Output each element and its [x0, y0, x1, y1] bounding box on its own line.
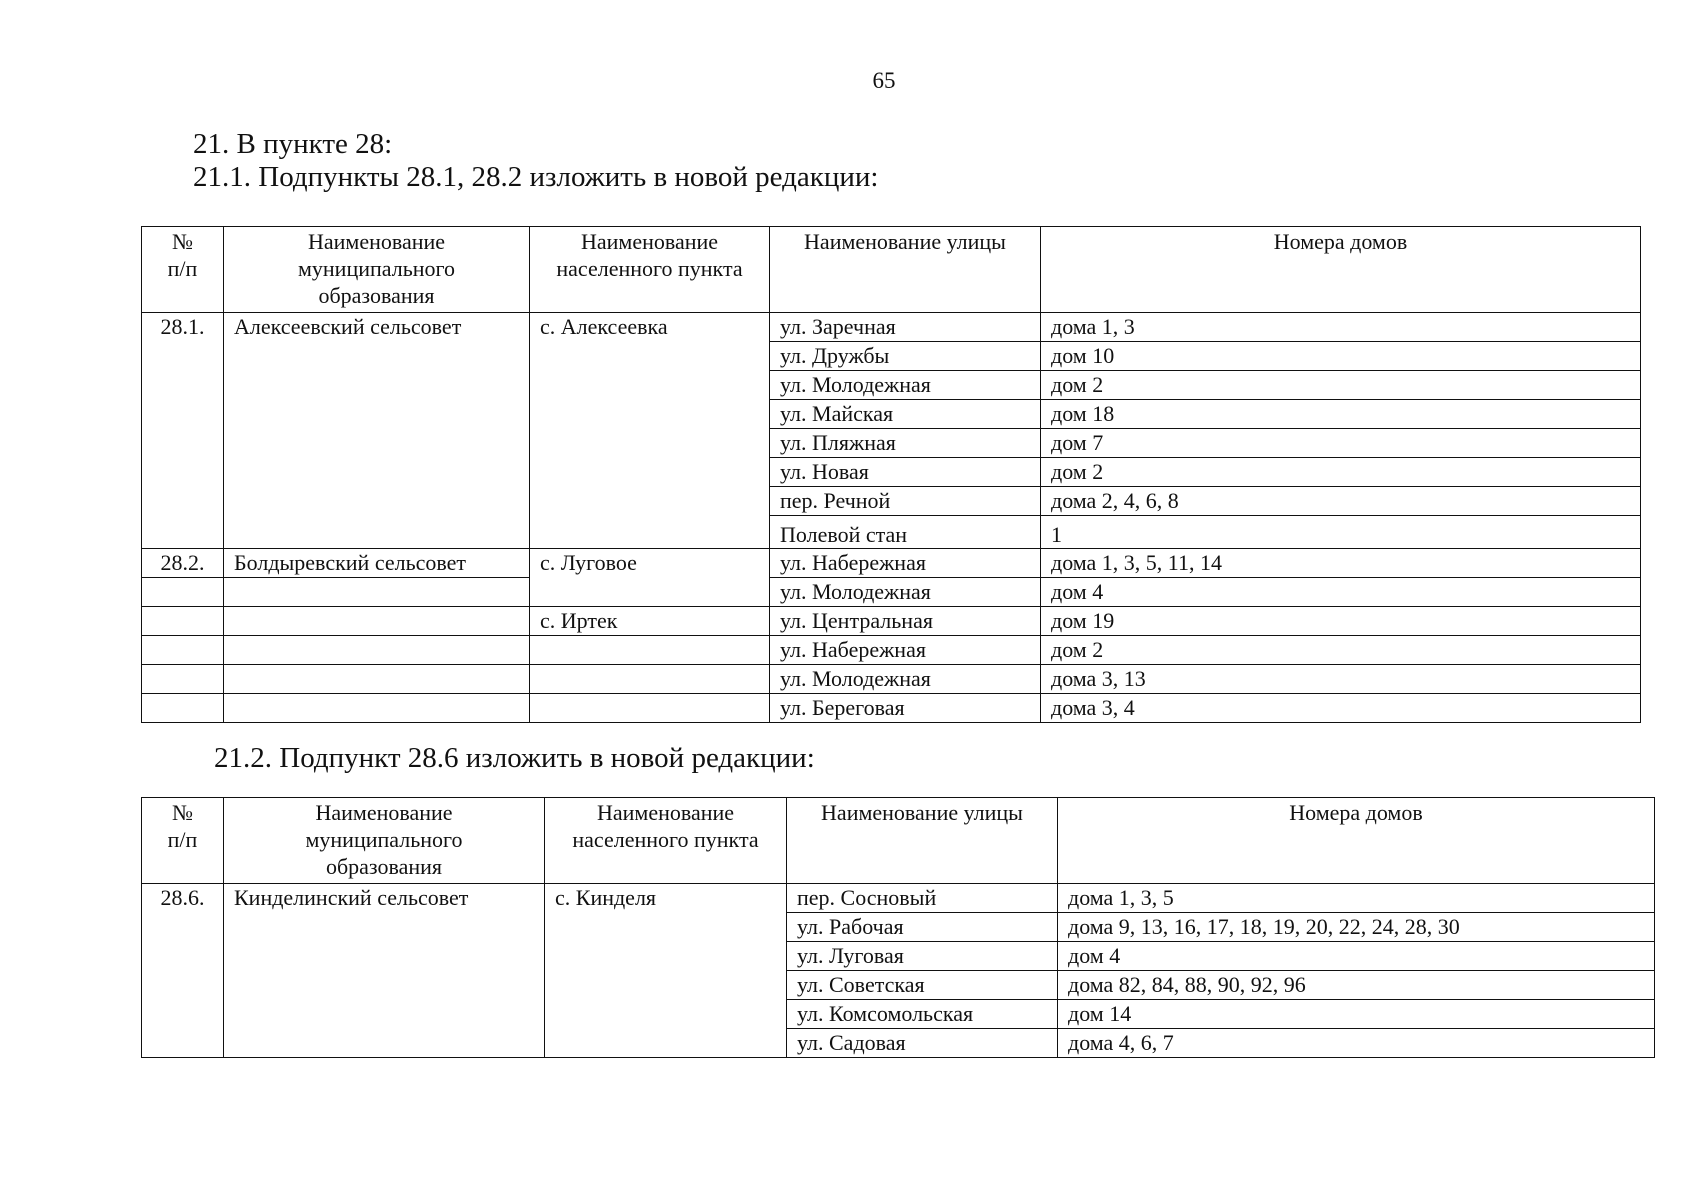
- houses-cell: дома 3, 13: [1041, 665, 1641, 694]
- table-row: [142, 549, 1641, 578]
- street-cell: ул. Дружбы: [770, 342, 1041, 371]
- settlement-cell-empty: [530, 636, 770, 665]
- table-row: [142, 665, 1641, 694]
- street-cell: ул. Пляжная: [770, 429, 1041, 458]
- paragraph-subitem-21-2: 21.2. Подпункт 28.6 изложить в новой редакции:: [214, 742, 815, 774]
- street-cell: ул. Комсомольская: [787, 1000, 1058, 1029]
- houses-cell: дом 2: [1041, 371, 1641, 400]
- settlement-cell-empty: [530, 694, 770, 723]
- municipality-cell-empty: [224, 636, 530, 665]
- houses-cell: дома 4, 6, 7: [1058, 1029, 1655, 1058]
- table-row: [142, 884, 1655, 913]
- header-settlement: Наименование населенного пункта: [545, 798, 787, 884]
- header-street: Наименование улицы: [770, 227, 1041, 313]
- settlement-cell-empty: [530, 665, 770, 694]
- header-municipality: Наименование муниципального образования: [224, 798, 545, 884]
- row-number-empty: [142, 636, 224, 665]
- municipality-cell-empty: [224, 694, 530, 723]
- header-houses: Номера домов: [1058, 798, 1655, 884]
- row-number: 28.2.: [142, 549, 224, 578]
- municipality-cell-empty: [224, 578, 530, 607]
- table-row: [142, 607, 1641, 636]
- houses-cell: дом 19: [1041, 607, 1641, 636]
- settlement-cell: с. Алексеевка: [530, 313, 770, 549]
- address-table-2: [141, 797, 1655, 1058]
- street-cell: ул. Заречная: [770, 313, 1041, 342]
- street-cell: ул. Садовая: [787, 1029, 1058, 1058]
- houses-cell: дома 2, 4, 6, 8: [1041, 487, 1641, 516]
- table-row: [142, 578, 1641, 607]
- houses-cell: дом 4: [1041, 578, 1641, 607]
- header-municipality: Наименование муниципального образования: [224, 227, 530, 313]
- header-number: № п/п: [142, 227, 224, 313]
- street-cell: ул. Советская: [787, 971, 1058, 1000]
- settlement-cell: с. Луговое: [530, 549, 770, 607]
- address-table-1: [141, 226, 1641, 723]
- houses-cell: дом 4: [1058, 942, 1655, 971]
- table-row: [142, 313, 1641, 342]
- municipality-cell: Кинделинский сельсовет: [224, 884, 545, 1058]
- houses-cell: дом 18: [1041, 400, 1641, 429]
- row-number: 28.6.: [142, 884, 224, 1058]
- houses-cell: дом 2: [1041, 636, 1641, 665]
- street-cell: ул. Молодежная: [770, 578, 1041, 607]
- street-cell: ул. Молодежная: [770, 371, 1041, 400]
- houses-cell: дома 3, 4: [1041, 694, 1641, 723]
- houses-cell: дом 10: [1041, 342, 1641, 371]
- municipality-cell-empty: [224, 665, 530, 694]
- settlement-cell: с. Кинделя: [545, 884, 787, 1058]
- street-cell: ул. Набережная: [770, 549, 1041, 578]
- municipality-cell: Алексеевский сельсовет: [224, 313, 530, 549]
- municipality-cell: Болдыревский сельсовет: [224, 549, 530, 578]
- street-cell: ул. Молодежная: [770, 665, 1041, 694]
- houses-cell: дома 1, 3: [1041, 313, 1641, 342]
- settlement-cell: с. Иртек: [530, 607, 770, 636]
- houses-cell: дом 7: [1041, 429, 1641, 458]
- header-number: № п/п: [142, 798, 224, 884]
- houses-cell: дом 2: [1041, 458, 1641, 487]
- houses-cell: 1: [1041, 516, 1641, 549]
- paragraph-item-21: 21. В пункте 28:: [193, 128, 393, 160]
- header-settlement: Наименование населенного пункта: [530, 227, 770, 313]
- houses-cell: дома 9, 13, 16, 17, 18, 19, 20, 22, 24, 28, 30: [1058, 913, 1655, 942]
- row-number: 28.1.: [142, 313, 224, 549]
- row-number-empty: [142, 607, 224, 636]
- street-cell: ул. Набережная: [770, 636, 1041, 665]
- street-cell: ул. Рабочая: [787, 913, 1058, 942]
- municipality-cell-empty: [224, 607, 530, 636]
- houses-cell: дома 82, 84, 88, 90, 92, 96: [1058, 971, 1655, 1000]
- row-number-empty: [142, 694, 224, 723]
- street-cell: Полевой стан: [770, 516, 1041, 549]
- table-header-row: [142, 798, 1655, 884]
- street-cell: ул. Береговая: [770, 694, 1041, 723]
- houses-cell: дома 1, 3, 5, 11, 14: [1041, 549, 1641, 578]
- street-cell: ул. Новая: [770, 458, 1041, 487]
- row-number-empty: [142, 665, 224, 694]
- street-cell: ул. Майская: [770, 400, 1041, 429]
- table-row: [142, 694, 1641, 723]
- street-cell: ул. Луговая: [787, 942, 1058, 971]
- paragraph-subitem-21-1: 21.1. Подпункты 28.1, 28.2 изложить в новой редакции:: [193, 161, 879, 193]
- row-number-empty: [142, 578, 224, 607]
- header-street: Наименование улицы: [787, 798, 1058, 884]
- table-row: [142, 636, 1641, 665]
- table-header-row: [142, 227, 1641, 313]
- header-houses: Номера домов: [1041, 227, 1641, 313]
- houses-cell: дома 1, 3, 5: [1058, 884, 1655, 913]
- page-number: 65: [872, 68, 896, 93]
- street-cell: ул. Центральная: [770, 607, 1041, 636]
- houses-cell: дом 14: [1058, 1000, 1655, 1029]
- street-cell: пер. Речной: [770, 487, 1041, 516]
- street-cell: пер. Сосновый: [787, 884, 1058, 913]
